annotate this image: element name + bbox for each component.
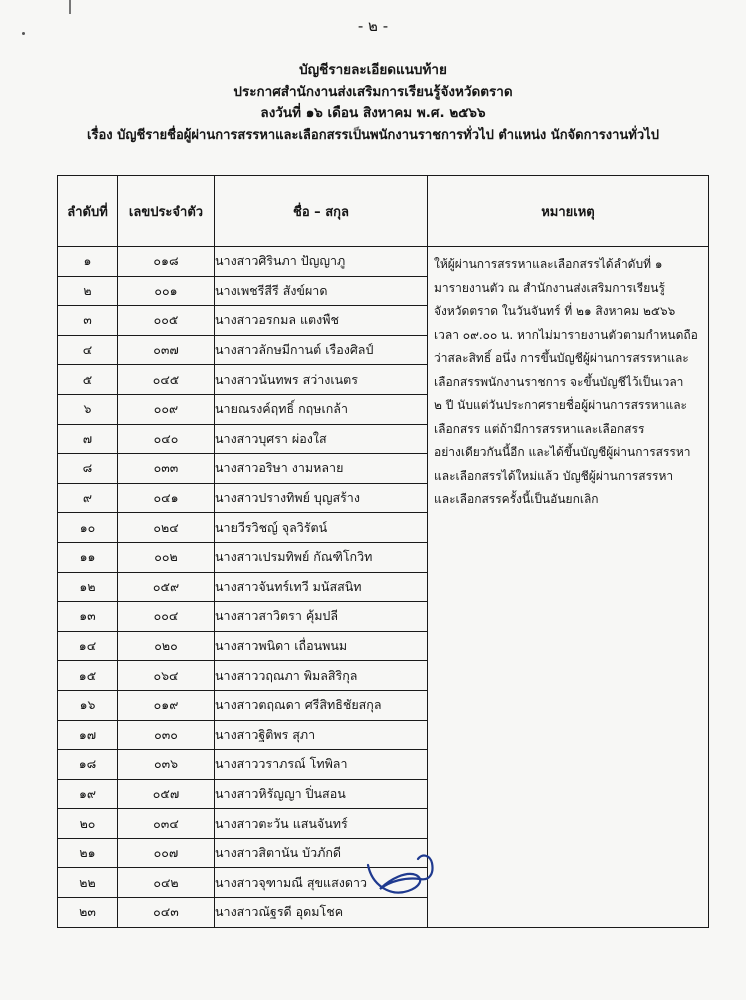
row-order: ๒๓ xyxy=(58,898,118,928)
row-name: นางสาวฐิติพร สุภา xyxy=(215,720,428,750)
row-id: ๐๓๓ xyxy=(118,454,215,484)
row-order: ๙ xyxy=(58,483,118,513)
row-name: นางสาวตะวัน แสนจันทร์ xyxy=(215,809,428,839)
row-id: ๐๒๐ xyxy=(118,631,215,661)
row-id: ๐๖๔ xyxy=(118,661,215,691)
document-header xyxy=(0,60,746,146)
row-name: นางสาวเปรมทิพย์ กัณฑิโกวิท xyxy=(215,542,428,572)
row-order: ๑ xyxy=(58,247,118,277)
row-order: ๑๘ xyxy=(58,750,118,780)
row-id: ๐๔๐ xyxy=(118,424,215,454)
row-name: นางสาวพนิดา เถื่อนพนม xyxy=(215,631,428,661)
remark-text xyxy=(428,247,708,512)
row-id: ๐๔๑ xyxy=(118,483,215,513)
header-name: ชื่อ – สกุล xyxy=(215,176,428,247)
row-name: นางสาวหิรัญญา ปิ่นสอน xyxy=(215,779,428,809)
row-name: นางสาวสิตานัน บัวภักดี xyxy=(215,838,428,868)
row-id: ๐๓๐ xyxy=(118,720,215,750)
signature xyxy=(360,845,440,905)
row-id: ๐๑๙ xyxy=(118,690,215,720)
remark-line: อย่างเดียวกันนี้อีก และได้ขึ้นบัญชีผู้ผ่านการสรรหา xyxy=(434,445,691,459)
remark-cell xyxy=(428,247,709,928)
row-name: นางสาวตฤณดา ศรีสิทธิชัยสกุล xyxy=(215,690,428,720)
table-header-row xyxy=(58,176,709,247)
row-order: ๗ xyxy=(58,424,118,454)
row-id: ๐๔๕ xyxy=(118,365,215,395)
header-line-2: ประกาศสำนักงานส่งเสริมการเรียนรู้จังหวัดตราด xyxy=(233,83,513,100)
row-id: ๐๔๒ xyxy=(118,868,215,898)
remark-line: ว่าสละสิทธิ์ อนึ่ง การขึ้นบัญชีผู้ผ่านการสรรหาและ xyxy=(434,351,689,365)
row-order: ๓ xyxy=(58,306,118,336)
row-order: ๑๑ xyxy=(58,542,118,572)
row-order: ๖ xyxy=(58,394,118,424)
row-order: ๒๒ xyxy=(58,868,118,898)
row-id: ๐๑๘ xyxy=(118,247,215,277)
header-order: ลำดับที่ xyxy=(58,176,118,247)
row-id: ๐๕๗ xyxy=(118,779,215,809)
row-order: ๕ xyxy=(58,365,118,395)
row-id: ๐๐๔ xyxy=(118,602,215,632)
table-body xyxy=(58,247,709,928)
row-name: นางสาวณัฐรดี อุดมโชค xyxy=(215,898,428,928)
header-id: เลขประจำตัว xyxy=(118,176,215,247)
margin-mark xyxy=(69,0,71,14)
row-order: ๒๑ xyxy=(58,838,118,868)
row-order: ๑๒ xyxy=(58,572,118,602)
header-remark: หมายเหตุ xyxy=(428,176,709,247)
candidate-table xyxy=(57,175,709,928)
row-name: นางสาวลักษมีกานต์ เรืองศิลป์ xyxy=(215,335,428,365)
row-name: นางสาวนันทพร สว่างเนตร xyxy=(215,365,428,395)
row-order: ๒ xyxy=(58,276,118,306)
row-id: ๐๐๒ xyxy=(118,542,215,572)
remark-line: เลือกสรร แต่ถ้ามีการสรรหาและเลือกสรร xyxy=(434,421,645,436)
row-order: ๑๖ xyxy=(58,690,118,720)
row-name: นายณรงค์ฤทธิ์ กฤษเกล้า xyxy=(215,394,428,424)
row-id: ๐๐๑ xyxy=(118,276,215,306)
row-name: นางเพชรีสีรี สังข์ผาด xyxy=(215,276,428,306)
row-order: ๑๕ xyxy=(58,661,118,691)
remark-line: ๒ ปี นับแต่วันประกาศรายชื่อผู้ผ่านการสรรหาและ xyxy=(434,398,687,412)
remark-line: และเลือกสรรครั้งนี้เป็นอันยกเลิก xyxy=(434,492,599,506)
remark-line: จังหวัดตราด ในวันจันทร์ ที่ ๒๑ สิงหาคม ๒๕๖๖ xyxy=(434,304,676,318)
row-name: นางสาวอริษา งามหลาย xyxy=(215,454,428,484)
header-line-3: ลงวันที่ ๑๖ เดือน สิงหาคม พ.ศ. ๒๕๖๖ xyxy=(260,105,486,121)
row-order: ๑๐ xyxy=(58,513,118,543)
row-name: นางสาวสาวิตรา คุ้มปลี xyxy=(215,602,428,632)
row-order: ๑๓ xyxy=(58,602,118,632)
row-name: นางสาวจุฑามณี สุขแสงดาว xyxy=(215,868,428,898)
row-order: ๒๐ xyxy=(58,809,118,839)
row-name: นางสาวปรางทิพย์ บุญสร้าง xyxy=(215,483,428,513)
header-subject: เรื่อง บัญชีรายชื่อผู้ผ่านการสรรหาและเลือกสรรเป็นพนักงานราชการทั่วไป ตำแหน่ง นักจัดการงานทั่วไป xyxy=(87,127,659,143)
row-id: ๐๕๙ xyxy=(118,572,215,602)
row-id: ๐๓๗ xyxy=(118,335,215,365)
remark-line: และเลือกสรรได้ใหม่แล้ว บัญชีผู้ผ่านการสรรหา xyxy=(434,468,674,483)
row-name: นางสาวอรกมล แตงพืช xyxy=(215,306,428,336)
row-id: ๐๐๙ xyxy=(118,394,215,424)
remark-line: เวลา ๐๙.๐๐ น. หากไม่มารายงานตัวตามกำหนดถือ xyxy=(434,327,698,342)
row-order: ๘ xyxy=(58,454,118,484)
row-name: นางสาววฤณภา พิมลสิริกุล xyxy=(215,661,428,691)
remark-line: เลือกสรรพนักงานราชการ จะขึ้นบัญชีไว้เป็นเวลา xyxy=(434,374,684,389)
table-row xyxy=(58,247,709,277)
row-order: ๑๗ xyxy=(58,720,118,750)
row-id: ๐๓๔ xyxy=(118,809,215,839)
row-order: ๔ xyxy=(58,335,118,365)
remark-line: ให้ผู้ผ่านการสรรหาและเลือกสรรได้ลำดับที่ ๑ xyxy=(434,257,663,271)
row-name: นายวีรวิชญ์ จุลวิรัตน์ xyxy=(215,513,428,543)
header-line-1: บัญชีรายละเอียดแนบท้าย xyxy=(299,62,447,78)
row-id: ๐๔๓ xyxy=(118,898,215,928)
row-order: ๑๙ xyxy=(58,779,118,809)
row-id: ๐๐๗ xyxy=(118,838,215,868)
row-name: นางสาววราภรณ์ โทพิลา xyxy=(215,750,428,780)
row-name: นางสาวศิรินภา ปัญญาภู xyxy=(215,247,428,277)
page-number: - ๒ - xyxy=(357,17,389,35)
row-name: นางสาวจันทร์เทวี มนัสสนิท xyxy=(215,572,428,602)
row-name: นางสาวบุศรา ผ่องใส xyxy=(215,424,428,454)
row-id: ๐๒๔ xyxy=(118,513,215,543)
row-id: ๐๐๕ xyxy=(118,306,215,336)
remark-line: มารายงานตัว ณ สำนักงานส่งเสริมการเรียนรู้ xyxy=(434,280,665,295)
row-order: ๑๔ xyxy=(58,631,118,661)
row-id: ๐๓๖ xyxy=(118,750,215,780)
